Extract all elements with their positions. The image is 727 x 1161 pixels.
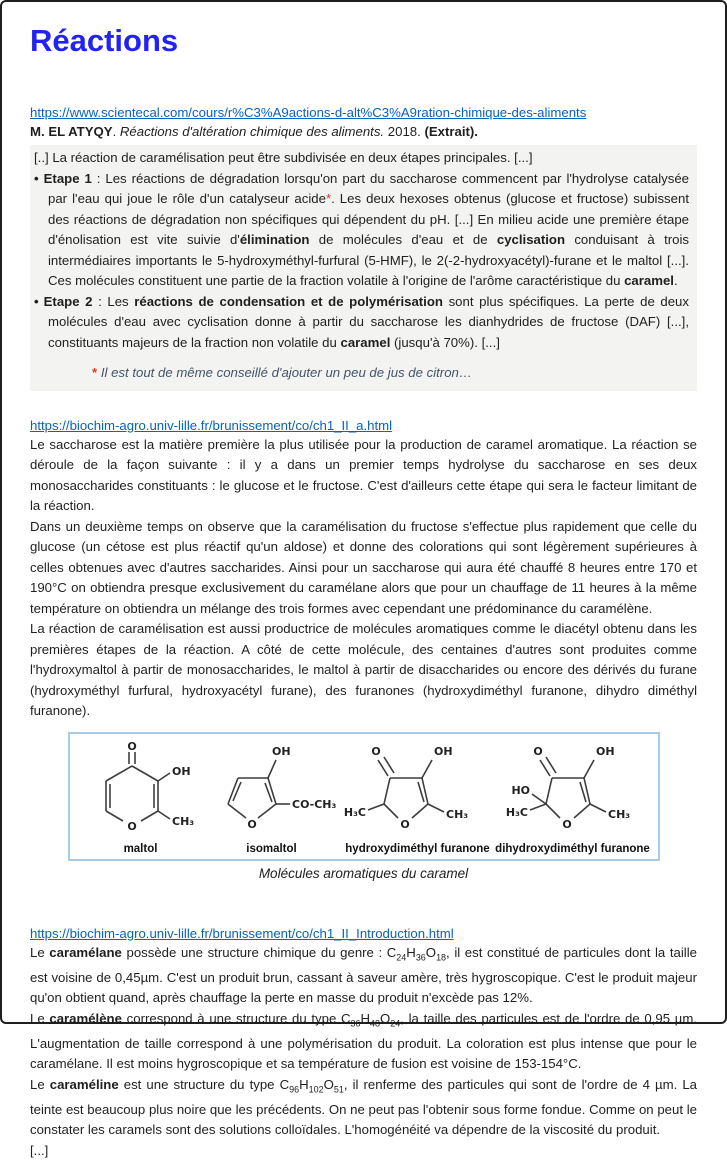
footnote [92, 363, 689, 384]
paragraph: La réaction de caramélisation est aussi productrice de molécules aromatiques comme le diacétyl obtenu dans les premières étapes de la réaction. A côté de cette molécule, des centaines d'autres sont produites comme l'hydroxymaltol à partir de monosaccharides, le maltol à partir de disaccharides ou encore des dérivés du furane (hydroxyméthyl furfural, hydroxyacétyl furane), des furanones (hydroxydiméthyl furanone, dihydro diméthyl furanone). [30, 619, 697, 722]
maltol-structure-image [80, 742, 202, 842]
molecule-maltol [80, 742, 202, 855]
molecule-isomaltol [202, 742, 342, 855]
paragraph-caramelane: Le caramélane possède une structure chimique du genre : $C_{24}H_{36}O_{18}$, il est constitué de particules dont la taille est voisine de 0,45µm. C'est un produit brun, cassant à saveur amère, très hygroscopique. C'est le produit majeur qu'on obtient quand, après chauffage la perte en masse du produit n'excède pas 12%. [30, 943, 697, 1009]
molecule-dihydroxydimethyl-furanone [494, 742, 652, 855]
atom-label: CO-CH₃ [292, 798, 336, 811]
atom-label: OH [272, 745, 291, 758]
atom-label: OH [596, 745, 615, 758]
molecule-label: isomaltol [246, 843, 296, 855]
etape-2-text: Etape 2 : Les réactions de condensation et de polymérisation sont plus spécifiques. La perte de deux molécules d'eau avec cyclisation donne à partir du saccharose les dianhydrides de fructose (DAF) [...], constituants majeurs de la fraction non volatile du caramel (jusqu'à 70%). [...] [44, 294, 689, 350]
figure-caption: Molécules aromatiques du caramel [30, 865, 697, 883]
source1-citation: M. EL ATYQY. Réactions d'altération chimique des aliments. 2018. (Extrait). [30, 123, 697, 141]
source2-link[interactable]: https://biochim-agro.univ-lille.fr/brunissement/co/ch1_II_a.html [30, 418, 392, 433]
source2-block [30, 417, 697, 722]
paragraph: Dans un deuxième temps on observe que la caramélisation du fructose s'effectue plus rapidement que celle du glucose (un cétose est plus réactif qu'un aldose) et donne des colorations qui sont légèrement supérieures à celles obtenues avec d'autres saccharides. Ainsi pour un saccharose qui aura été chauffé 8 heures entre 170 et 190°C on obtiendra presque exclusivement du caramélane alors que pour un chauffage de 11 heures à la même température on obtiendra un mélange des trois formes avec cependant une prédominance du caramélène. [30, 517, 697, 620]
atom-label: O [127, 820, 136, 833]
atom-label: O [562, 818, 571, 831]
source3-link[interactable]: https://biochim-agro.univ-lille.fr/brunissement/co/ch1_II_Introduction.html [30, 926, 454, 941]
source1-link[interactable]: https://www.scientecal.com/cours/r%C3%A9actions-d-alt%C3%A9ration-chimique-des-aliments [30, 105, 586, 120]
isomaltol-structure-image [202, 742, 342, 842]
molecule-hydroxydimethyl-furanone [342, 742, 494, 855]
atom-label: CH₃ [446, 808, 468, 821]
atom-label: OH [434, 745, 453, 758]
atom-label: H₃C [343, 806, 365, 819]
caramel-molecules-figure [68, 732, 660, 861]
atom-label: O [371, 745, 380, 758]
atom-label: O [247, 818, 256, 831]
atom-label: HO [511, 784, 530, 797]
atom-label: O [127, 740, 136, 753]
paragraph: Le saccharose est la matière première la plus utilisée pour la production de caramel aromatique. La réaction se déroule de la façon suivante : il y a dans un premier temps hydrolyse du saccharose en ses deux monosaccharides constituants : le glucose et le fructose. C'est d'ailleurs cette étape qui sera le facteur limitant de la réaction. [30, 435, 697, 517]
molecule-label: dihydroxydiméthyl furanone [495, 843, 650, 855]
atom-label: CH₃ [172, 815, 194, 828]
source1-block [30, 104, 697, 141]
source3-block [30, 925, 697, 1161]
atom-label: O [533, 745, 542, 758]
molecule-label: hydroxydiméthyl furanone [345, 843, 489, 855]
page-title: Réactions [30, 24, 697, 58]
atom-label: OH [172, 765, 191, 778]
dihydroxydimethyl-furanone-structure-image [494, 742, 652, 842]
paragraph-caramelene: Le caramélène correspond à une structure du type $C_{36}H_{48}O_{24}$, la taille des particules est de l'ordre de 0,95 µm. L'augmentation de taille correspond à une polymérisation du produit. La coloration est plus intense que pour le caramélane. Il est moins hygroscopique et sa température de fusion est voisine de 153-154°C. [30, 1009, 697, 1075]
paragraph-carameline: Le caraméline est une structure du type $C_{96}H_{102}O_{51}$, il renferme des particules qui sont de l'ordre de 4 µm. La teinte est beaucoup plus noire que les précédents. On ne peut pas l'obtenir sous forme fondue. Comme on peut le constater les caramels sont des solutions colloïdales. L'homogénéité va dépendre de la viscosité du produit. [30, 1075, 697, 1141]
extract-block [30, 145, 697, 391]
bullet-marker: • [34, 294, 44, 309]
molecule-label: maltol [124, 843, 158, 855]
atom-label: H₃C [505, 806, 527, 819]
extract-etape-2 [34, 292, 689, 354]
footnote-asterisk: * [92, 365, 97, 380]
extract-intro: [..] La réaction de caramélisation peut être subdivisée en deux étapes principales. [...] [34, 148, 689, 169]
bullet-marker: • [34, 171, 44, 186]
hydroxydimethyl-furanone-structure-image [342, 742, 494, 842]
extract-etape-1 [34, 169, 689, 292]
paragraph-ellipsis: [...] [30, 1141, 697, 1161]
etape-1-text: Etape 1 : Les réactions de dégradation lorsqu'on part du saccharose commencent par l'hydrolyse catalysée par l'eau qui joue le rôle d'un catalyseur acide*. Les deux hexoses obtenus (glucose et fructose) subissent des réactions de dégradation non spécifiques qui dépendent du pH. [...] En milieu acide une première étape d'énolisation est vite suivie d'élimination de molécules d'eau et de cyclisation conduisant à trois intermédiaires importants le 5-hydroxyméthyl-furfural (5-HMF), le 2(-2-hydroxyacétyl)-furane et le maltol [...]. Ces molécules constituent une partie de la fraction volatile à l'origine de l'arôme caractéristique du caramel. [44, 171, 689, 289]
atom-label: O [400, 818, 409, 831]
footnote-text: Il est tout de même conseillé d'ajouter un peu de jus de citron… [101, 365, 472, 380]
atom-label: CH₃ [608, 808, 630, 821]
